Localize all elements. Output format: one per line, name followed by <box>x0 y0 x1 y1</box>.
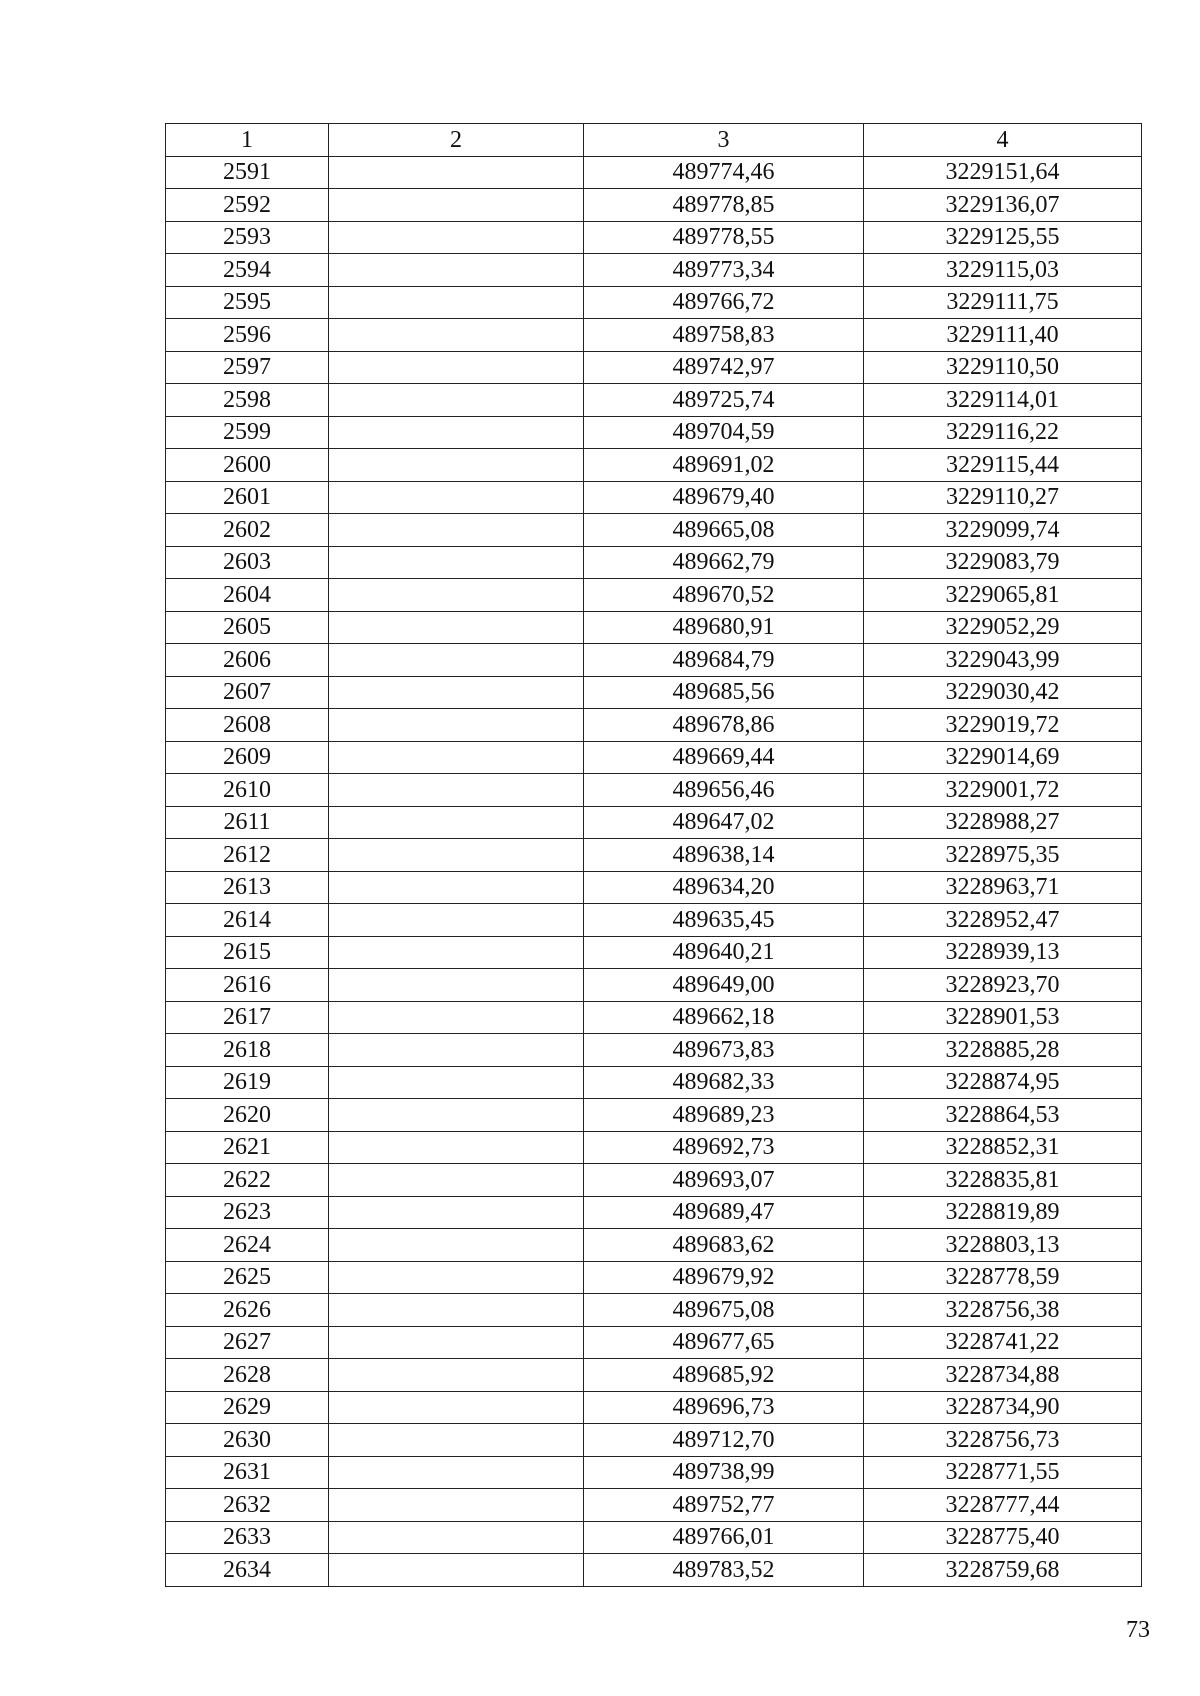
y-coordinate-cell: 3229043,99 <box>864 644 1142 677</box>
point-number-cell: 2604 <box>166 579 329 612</box>
table-row <box>166 1424 1142 1457</box>
point-number-cell: 2599 <box>166 416 329 449</box>
y-coordinate-cell: 3228835,81 <box>864 1164 1142 1197</box>
table-row <box>166 611 1142 644</box>
point-number-cell: 2592 <box>166 189 329 222</box>
description-cell <box>329 546 584 579</box>
x-coordinate-cell: 489773,34 <box>584 254 864 287</box>
table-row <box>166 1164 1142 1197</box>
y-coordinate-cell: 3228864,53 <box>864 1099 1142 1132</box>
y-coordinate-cell: 3228778,59 <box>864 1261 1142 1294</box>
x-coordinate-cell: 489677,65 <box>584 1326 864 1359</box>
y-coordinate-cell: 3229052,29 <box>864 611 1142 644</box>
y-coordinate-cell: 3228901,53 <box>864 1001 1142 1034</box>
point-number-cell: 2597 <box>166 351 329 384</box>
x-coordinate-cell: 489673,83 <box>584 1034 864 1067</box>
x-coordinate-cell: 489692,73 <box>584 1131 864 1164</box>
y-coordinate-cell: 3229115,44 <box>864 449 1142 482</box>
point-number-cell: 2610 <box>166 774 329 807</box>
point-number-cell: 2630 <box>166 1424 329 1457</box>
description-cell <box>329 384 584 417</box>
coordinates-table <box>165 123 1142 1587</box>
header-cell-1: 1 <box>166 124 329 157</box>
description-cell <box>329 286 584 319</box>
description-cell <box>329 644 584 677</box>
point-number-cell: 2593 <box>166 221 329 254</box>
x-coordinate-cell: 489758,83 <box>584 319 864 352</box>
y-coordinate-cell: 3228741,22 <box>864 1326 1142 1359</box>
description-cell <box>329 1164 584 1197</box>
x-coordinate-cell: 489656,46 <box>584 774 864 807</box>
y-coordinate-cell: 3228819,89 <box>864 1196 1142 1229</box>
description-cell <box>329 611 584 644</box>
x-coordinate-cell: 489683,62 <box>584 1229 864 1262</box>
x-coordinate-cell: 489783,52 <box>584 1554 864 1587</box>
description-cell <box>329 351 584 384</box>
y-coordinate-cell: 3228803,13 <box>864 1229 1142 1262</box>
description-cell <box>329 514 584 547</box>
point-number-cell: 2605 <box>166 611 329 644</box>
table-row <box>166 1489 1142 1522</box>
table-row <box>166 774 1142 807</box>
y-coordinate-cell: 3229099,74 <box>864 514 1142 547</box>
description-cell <box>329 969 584 1002</box>
y-coordinate-cell: 3229115,03 <box>864 254 1142 287</box>
description-cell <box>329 221 584 254</box>
table-row <box>166 741 1142 774</box>
y-coordinate-cell: 3229125,55 <box>864 221 1142 254</box>
point-number-cell: 2623 <box>166 1196 329 1229</box>
description-cell <box>329 1489 584 1522</box>
description-cell <box>329 1326 584 1359</box>
table-row <box>166 676 1142 709</box>
point-number-cell: 2591 <box>166 156 329 189</box>
header-row <box>166 124 1142 157</box>
point-number-cell: 2607 <box>166 676 329 709</box>
x-coordinate-cell: 489640,21 <box>584 936 864 969</box>
y-coordinate-cell: 3228952,47 <box>864 904 1142 937</box>
y-coordinate-cell: 3229110,27 <box>864 481 1142 514</box>
x-coordinate-cell: 489766,72 <box>584 286 864 319</box>
description-cell <box>329 319 584 352</box>
x-coordinate-cell: 489712,70 <box>584 1424 864 1457</box>
y-coordinate-cell: 3229151,64 <box>864 156 1142 189</box>
table-row <box>166 221 1142 254</box>
description-cell <box>329 741 584 774</box>
point-number-cell: 2612 <box>166 839 329 872</box>
x-coordinate-cell: 489678,86 <box>584 709 864 742</box>
x-coordinate-cell: 489693,07 <box>584 1164 864 1197</box>
x-coordinate-cell: 489752,77 <box>584 1489 864 1522</box>
point-number-cell: 2606 <box>166 644 329 677</box>
x-coordinate-cell: 489665,08 <box>584 514 864 547</box>
description-cell <box>329 1196 584 1229</box>
y-coordinate-cell: 3229014,69 <box>864 741 1142 774</box>
y-coordinate-cell: 3228939,13 <box>864 936 1142 969</box>
table-row <box>166 839 1142 872</box>
description-cell <box>329 871 584 904</box>
point-number-cell: 2620 <box>166 1099 329 1132</box>
point-number-cell: 2613 <box>166 871 329 904</box>
x-coordinate-cell: 489704,59 <box>584 416 864 449</box>
y-coordinate-cell: 3229116,22 <box>864 416 1142 449</box>
table-row <box>166 644 1142 677</box>
description-cell <box>329 1554 584 1587</box>
point-number-cell: 2616 <box>166 969 329 1002</box>
y-coordinate-cell: 3228771,55 <box>864 1456 1142 1489</box>
point-number-cell: 2594 <box>166 254 329 287</box>
x-coordinate-cell: 489679,92 <box>584 1261 864 1294</box>
description-cell <box>329 806 584 839</box>
description-cell <box>329 481 584 514</box>
table-row <box>166 709 1142 742</box>
description-cell <box>329 936 584 969</box>
point-number-cell: 2601 <box>166 481 329 514</box>
y-coordinate-cell: 3228756,38 <box>864 1294 1142 1327</box>
y-coordinate-cell: 3229111,75 <box>864 286 1142 319</box>
x-coordinate-cell: 489738,99 <box>584 1456 864 1489</box>
point-number-cell: 2628 <box>166 1359 329 1392</box>
table-row <box>166 1034 1142 1067</box>
table-row <box>166 936 1142 969</box>
table-row <box>166 1359 1142 1392</box>
y-coordinate-cell: 3229083,79 <box>864 546 1142 579</box>
point-number-cell: 2621 <box>166 1131 329 1164</box>
table-row <box>166 806 1142 839</box>
table-row <box>166 416 1142 449</box>
x-coordinate-cell: 489766,01 <box>584 1521 864 1554</box>
table-row <box>166 319 1142 352</box>
table-row <box>166 514 1142 547</box>
table-row <box>166 1554 1142 1587</box>
description-cell <box>329 904 584 937</box>
x-coordinate-cell: 489638,14 <box>584 839 864 872</box>
table-row <box>166 1261 1142 1294</box>
description-cell <box>329 839 584 872</box>
point-number-cell: 2624 <box>166 1229 329 1262</box>
x-coordinate-cell: 489680,91 <box>584 611 864 644</box>
table-row <box>166 871 1142 904</box>
point-number-cell: 2622 <box>166 1164 329 1197</box>
table-row <box>166 579 1142 612</box>
x-coordinate-cell: 489742,97 <box>584 351 864 384</box>
table-row <box>166 1521 1142 1554</box>
table-row <box>166 904 1142 937</box>
point-number-cell: 2600 <box>166 449 329 482</box>
description-cell <box>329 156 584 189</box>
point-number-cell: 2608 <box>166 709 329 742</box>
point-number-cell: 2625 <box>166 1261 329 1294</box>
description-cell <box>329 1131 584 1164</box>
point-number-cell: 2611 <box>166 806 329 839</box>
x-coordinate-cell: 489670,52 <box>584 579 864 612</box>
point-number-cell: 2598 <box>166 384 329 417</box>
y-coordinate-cell: 3229136,07 <box>864 189 1142 222</box>
description-cell <box>329 1261 584 1294</box>
table-row <box>166 1294 1142 1327</box>
table-body <box>166 156 1142 1586</box>
header-cell-4: 4 <box>864 124 1142 157</box>
y-coordinate-cell: 3228874,95 <box>864 1066 1142 1099</box>
table-row <box>166 1099 1142 1132</box>
header-cell-3: 3 <box>584 124 864 157</box>
table-row <box>166 1066 1142 1099</box>
x-coordinate-cell: 489649,00 <box>584 969 864 1002</box>
point-number-cell: 2634 <box>166 1554 329 1587</box>
point-number-cell: 2619 <box>166 1066 329 1099</box>
x-coordinate-cell: 489675,08 <box>584 1294 864 1327</box>
x-coordinate-cell: 489684,79 <box>584 644 864 677</box>
table-row <box>166 384 1142 417</box>
table-row <box>166 351 1142 384</box>
x-coordinate-cell: 489635,45 <box>584 904 864 937</box>
y-coordinate-cell: 3228852,31 <box>864 1131 1142 1164</box>
x-coordinate-cell: 489682,33 <box>584 1066 864 1099</box>
y-coordinate-cell: 3228923,70 <box>864 969 1142 1002</box>
point-number-cell: 2618 <box>166 1034 329 1067</box>
table-row <box>166 1391 1142 1424</box>
description-cell <box>329 1359 584 1392</box>
y-coordinate-cell: 3228756,73 <box>864 1424 1142 1457</box>
table-row <box>166 254 1142 287</box>
table-header <box>166 124 1142 157</box>
description-cell <box>329 1229 584 1262</box>
table-row <box>166 1001 1142 1034</box>
y-coordinate-cell: 3228975,35 <box>864 839 1142 872</box>
y-coordinate-cell: 3228777,44 <box>864 1489 1142 1522</box>
y-coordinate-cell: 3228734,88 <box>864 1359 1142 1392</box>
description-cell <box>329 774 584 807</box>
table-row <box>166 1131 1142 1164</box>
point-number-cell: 2632 <box>166 1489 329 1522</box>
point-number-cell: 2596 <box>166 319 329 352</box>
table-row <box>166 969 1142 1002</box>
x-coordinate-cell: 489689,47 <box>584 1196 864 1229</box>
table-row <box>166 1326 1142 1359</box>
x-coordinate-cell: 489689,23 <box>584 1099 864 1132</box>
description-cell <box>329 416 584 449</box>
point-number-cell: 2609 <box>166 741 329 774</box>
point-number-cell: 2595 <box>166 286 329 319</box>
x-coordinate-cell: 489685,56 <box>584 676 864 709</box>
y-coordinate-cell: 3229065,81 <box>864 579 1142 612</box>
x-coordinate-cell: 489725,74 <box>584 384 864 417</box>
y-coordinate-cell: 3228775,40 <box>864 1521 1142 1554</box>
description-cell <box>329 1001 584 1034</box>
description-cell <box>329 1066 584 1099</box>
x-coordinate-cell: 489662,18 <box>584 1001 864 1034</box>
table-row <box>166 1196 1142 1229</box>
x-coordinate-cell: 489691,02 <box>584 449 864 482</box>
header-cell-2: 2 <box>329 124 584 157</box>
description-cell <box>329 189 584 222</box>
x-coordinate-cell: 489696,73 <box>584 1391 864 1424</box>
y-coordinate-cell: 3229114,01 <box>864 384 1142 417</box>
y-coordinate-cell: 3229111,40 <box>864 319 1142 352</box>
point-number-cell: 2633 <box>166 1521 329 1554</box>
page-number: 73 <box>1126 1617 1150 1643</box>
description-cell <box>329 1034 584 1067</box>
description-cell <box>329 676 584 709</box>
description-cell <box>329 1391 584 1424</box>
y-coordinate-cell: 3228759,68 <box>864 1554 1142 1587</box>
point-number-cell: 2602 <box>166 514 329 547</box>
y-coordinate-cell: 3228734,90 <box>864 1391 1142 1424</box>
y-coordinate-cell: 3229110,50 <box>864 351 1142 384</box>
point-number-cell: 2631 <box>166 1456 329 1489</box>
table-row <box>166 1456 1142 1489</box>
point-number-cell: 2627 <box>166 1326 329 1359</box>
table-row <box>166 156 1142 189</box>
description-cell <box>329 1294 584 1327</box>
x-coordinate-cell: 489778,55 <box>584 221 864 254</box>
description-cell <box>329 579 584 612</box>
x-coordinate-cell: 489685,92 <box>584 1359 864 1392</box>
x-coordinate-cell: 489778,85 <box>584 189 864 222</box>
x-coordinate-cell: 489774,46 <box>584 156 864 189</box>
x-coordinate-cell: 489669,44 <box>584 741 864 774</box>
point-number-cell: 2614 <box>166 904 329 937</box>
y-coordinate-cell: 3228885,28 <box>864 1034 1142 1067</box>
x-coordinate-cell: 489634,20 <box>584 871 864 904</box>
table-row <box>166 449 1142 482</box>
x-coordinate-cell: 489662,79 <box>584 546 864 579</box>
point-number-cell: 2626 <box>166 1294 329 1327</box>
y-coordinate-cell: 3229019,72 <box>864 709 1142 742</box>
table-row <box>166 1229 1142 1262</box>
y-coordinate-cell: 3228963,71 <box>864 871 1142 904</box>
y-coordinate-cell: 3228988,27 <box>864 806 1142 839</box>
description-cell <box>329 1456 584 1489</box>
point-number-cell: 2603 <box>166 546 329 579</box>
description-cell <box>329 1521 584 1554</box>
description-cell <box>329 709 584 742</box>
description-cell <box>329 1424 584 1457</box>
description-cell <box>329 1099 584 1132</box>
x-coordinate-cell: 489679,40 <box>584 481 864 514</box>
point-number-cell: 2617 <box>166 1001 329 1034</box>
point-number-cell: 2629 <box>166 1391 329 1424</box>
description-cell <box>329 449 584 482</box>
description-cell <box>329 254 584 287</box>
table-row <box>166 286 1142 319</box>
y-coordinate-cell: 3229001,72 <box>864 774 1142 807</box>
point-number-cell: 2615 <box>166 936 329 969</box>
y-coordinate-cell: 3229030,42 <box>864 676 1142 709</box>
table-row <box>166 481 1142 514</box>
x-coordinate-cell: 489647,02 <box>584 806 864 839</box>
table-row <box>166 189 1142 222</box>
table-row <box>166 546 1142 579</box>
